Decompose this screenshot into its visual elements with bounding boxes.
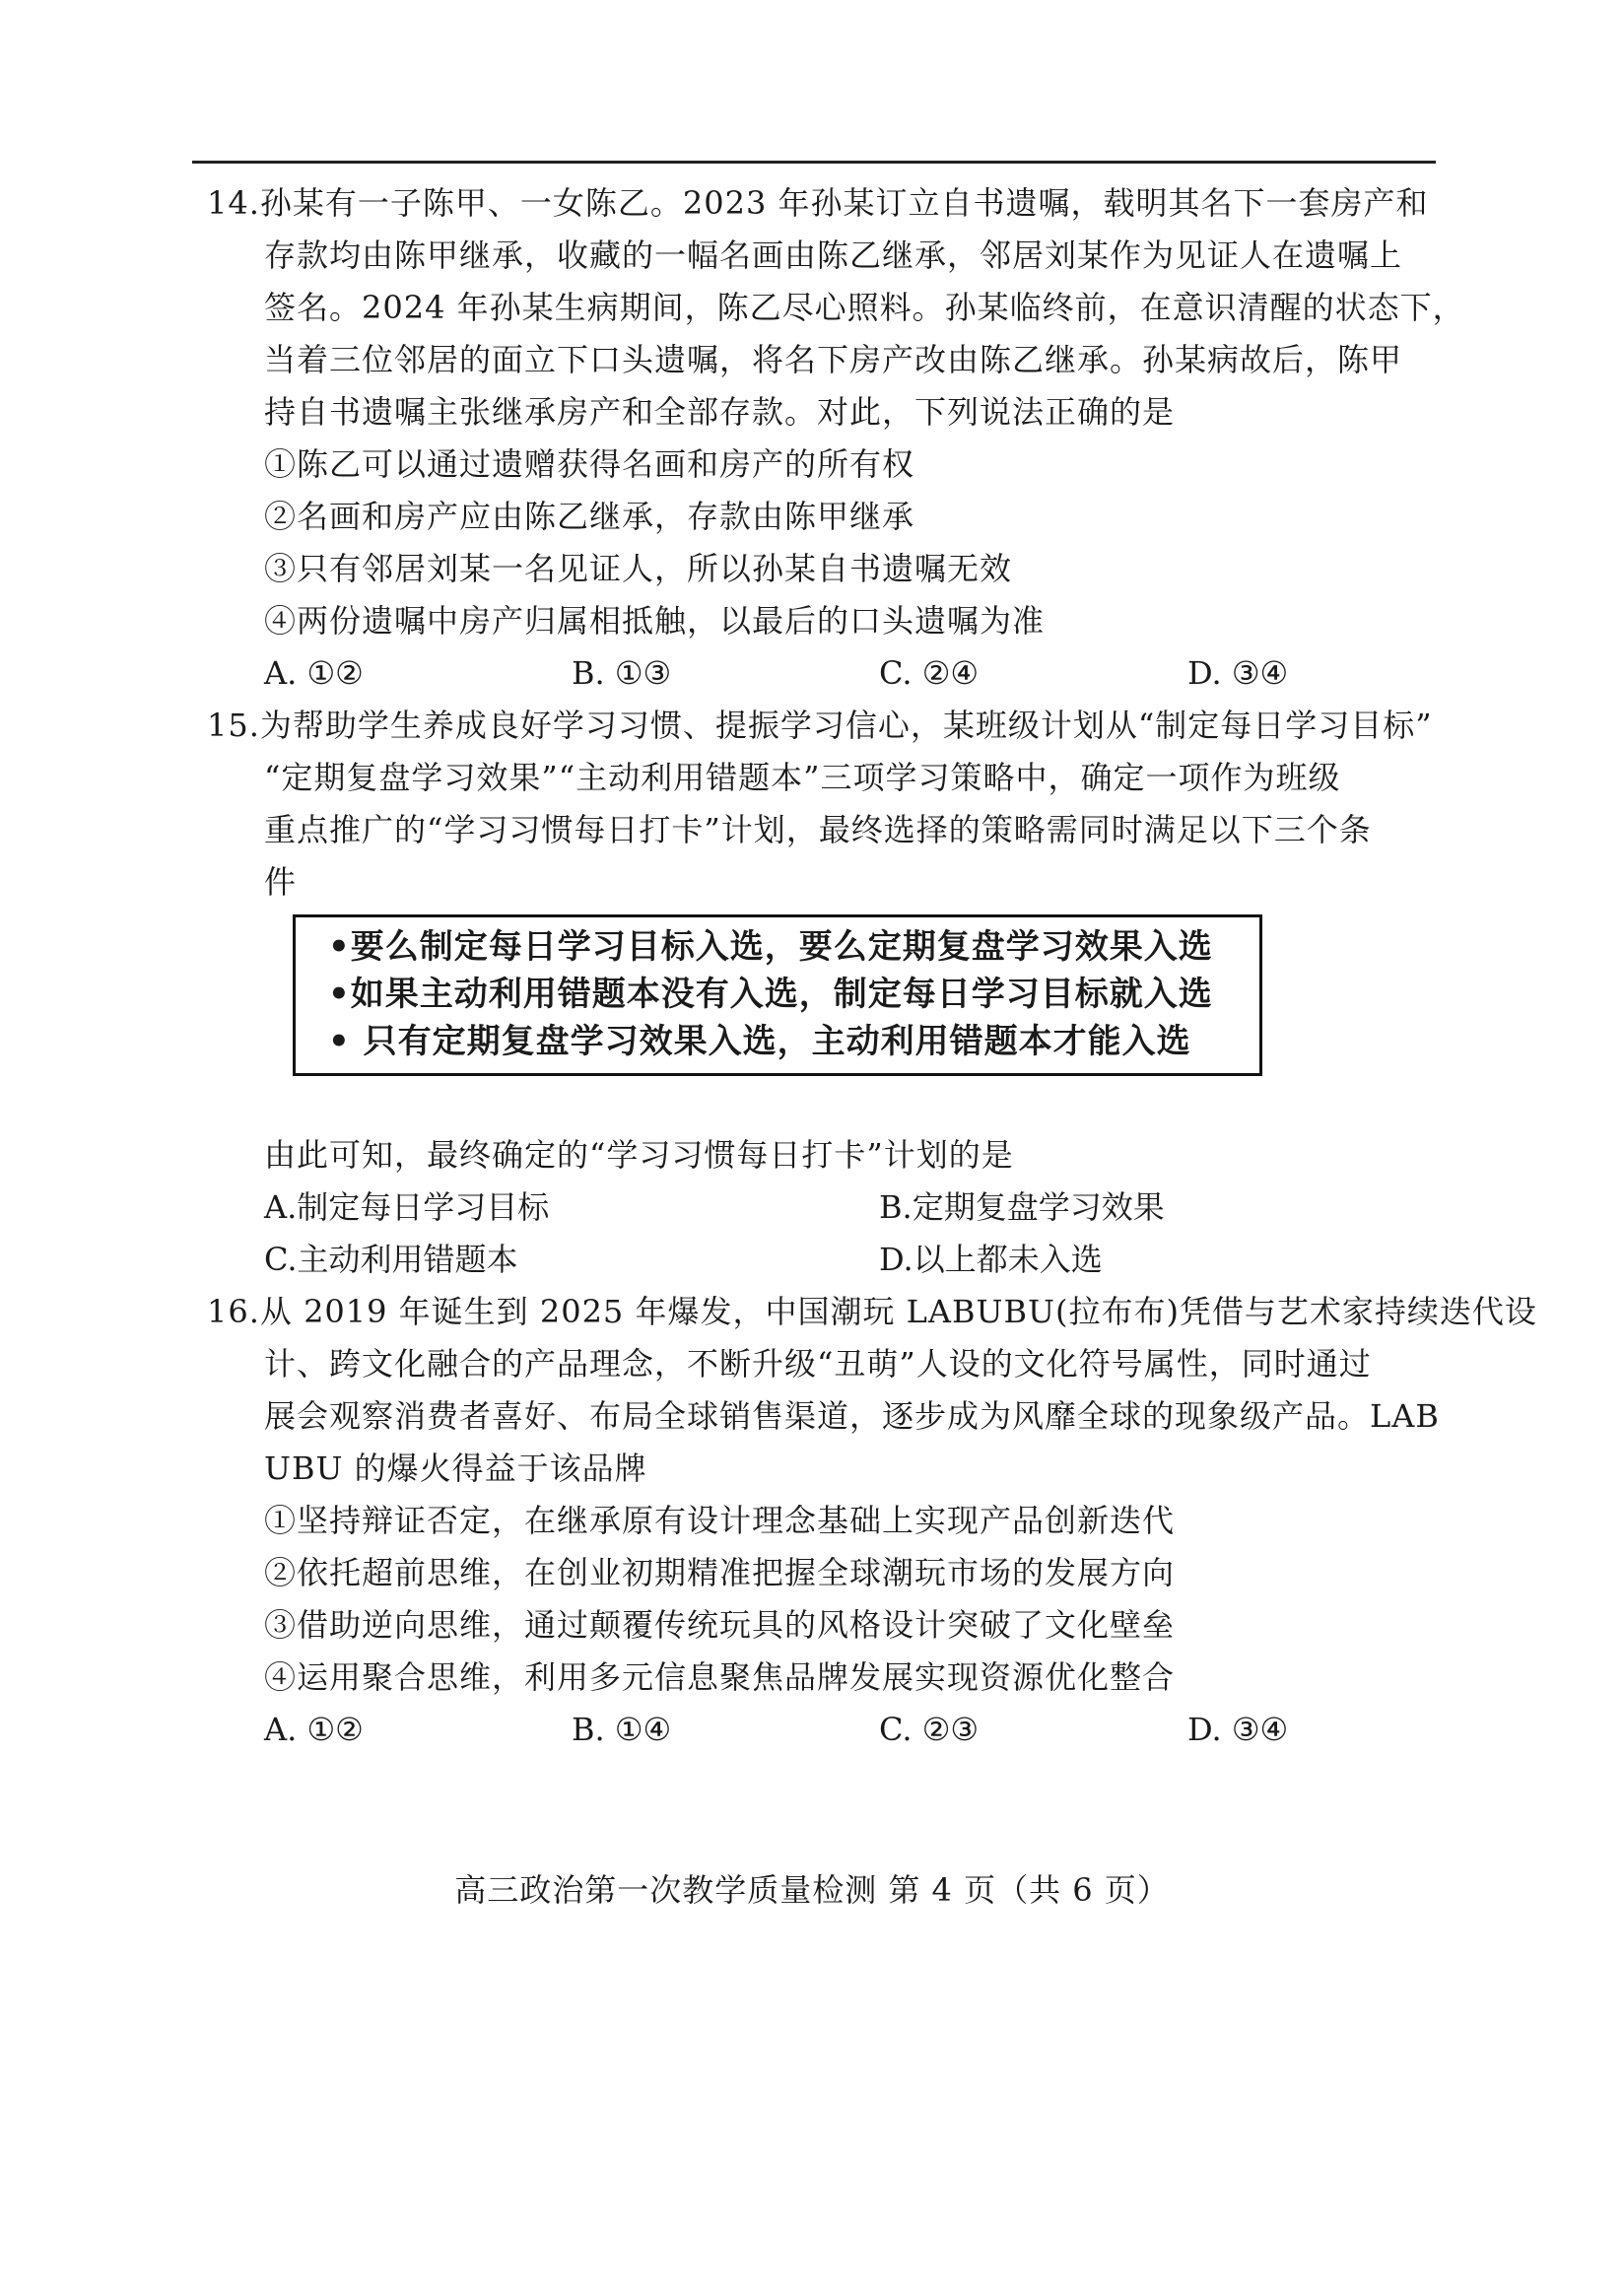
conditions-box [293, 914, 1262, 1076]
condition-3: • 只有定期复盘学习效果入选，主动利用错题本才能入选 [328, 1022, 1191, 1061]
q14-stem-line: 存款均由陈甲继承，收藏的一幅名画由陈乙继承，邻居刘某作为见证人在遗嘱上 [264, 236, 1403, 274]
header-rule [192, 161, 1436, 164]
q14-stem-line: 14.孙某有一子陈甲、一女陈乙。2023 年孙某订立自书遗嘱，载明其名下一套房产和 [207, 184, 1429, 222]
condition-2: •如果主动利用错题本没有入选，制定每日学习目标就入选 [328, 975, 1213, 1014]
q14-stem-line: 当着三位邻居的面立下口头遗嘱，将名下房产改由陈乙继承。孙某病故后，陈甲 [264, 341, 1403, 378]
q16-stem-line: 计、跨文化融合的产品理念，不断升级“丑萌”人设的文化符号属性，同时通过 [264, 1345, 1372, 1383]
q15-stem-line: “定期复盘学习效果”“主动利用错题本”三项学习策略中，确定一项作为班级 [264, 759, 1341, 796]
q14-item-1: ①陈乙可以通过遗赠获得名画和房产的所有权 [264, 445, 915, 483]
q15-option-d: D.以上都未入选 [879, 1241, 1103, 1278]
q14-item-3: ③只有邻居刘某一名见证人，所以孙某自书遗嘱无效 [264, 550, 1013, 587]
q16-stem-line: 16.从 2019 年诞生到 2025 年爆发，中国潮玩 LABUBU(拉布布)凭借与艺术家持续迭代设 [207, 1293, 1537, 1330]
q15-stem-line: 件 [264, 863, 298, 901]
q15-stem-line: 15.为帮助学生养成良好学习习惯、提振学习信心，某班级计划从“制定每日学习目标” [207, 707, 1433, 744]
condition-1: •要么制定每日学习目标入选，要么定期复盘学习效果入选 [328, 927, 1213, 967]
q14-item-2: ②名画和房产应由陈乙继承，存款由陈甲继承 [264, 498, 915, 535]
q16-item-1: ①坚持辩证否定，在继承原有设计理念基础上实现产品创新迭代 [264, 1502, 1176, 1539]
q14-item-4: ④两份遗嘱中房产归属相抵触，以最后的口头遗嘱为准 [264, 602, 1046, 640]
q14-stem-line: 签名。2024 年孙某生病期间，陈乙尽心照料。孙某临终前，在意识清醒的状态下， [264, 289, 1465, 326]
q14-option-d: D. ③④ [1187, 654, 1289, 692]
q15-option-a: A.制定每日学习目标 [264, 1188, 550, 1226]
q14-option-c: C. ②④ [879, 654, 980, 692]
q16-item-3: ③借助逆向思维，通过颠覆传统玩具的风格设计突破了文化壁垒 [264, 1606, 1176, 1644]
q15-option-b: B.定期复盘学习效果 [879, 1188, 1165, 1226]
page-footer: 高三政治第一次教学质量检测 第 4 页（共 6 页） [454, 1871, 1170, 1909]
q16-option-a: A. ①② [264, 1711, 364, 1748]
q16-option-b: B. ①④ [572, 1711, 672, 1748]
q16-item-2: ②依托超前思维，在创业初期精准把握全球潮玩市场的发展方向 [264, 1554, 1176, 1591]
q15-conclusion: 由此可知，最终确定的“学习习惯每日打卡”计划的是 [264, 1136, 1014, 1174]
q16-option-c: C. ②③ [879, 1711, 980, 1748]
q15-stem-line: 重点推广的“学习习惯每日打卡”计划，最终选择的策略需同时满足以下三个条 [264, 811, 1372, 848]
q16-stem-line: 展会观察消费者喜好、布局全球销售渠道，逐步成为风靡全球的现象级产品。LAB [264, 1397, 1440, 1435]
q15-option-c: C.主动利用错题本 [264, 1241, 518, 1278]
q16-item-4: ④运用聚合思维，利用多元信息聚焦品牌发展实现资源优化整合 [264, 1658, 1176, 1696]
q16-option-d: D. ③④ [1187, 1711, 1289, 1748]
q14-option-b: B. ①③ [572, 654, 672, 692]
q14-option-a: A. ①② [264, 654, 364, 692]
q14-stem-line: 持自书遗嘱主张继承房产和全部存款。对此，下列说法正确的是 [264, 393, 1176, 431]
q16-stem-line: UBU 的爆火得益于该品牌 [264, 1450, 647, 1487]
